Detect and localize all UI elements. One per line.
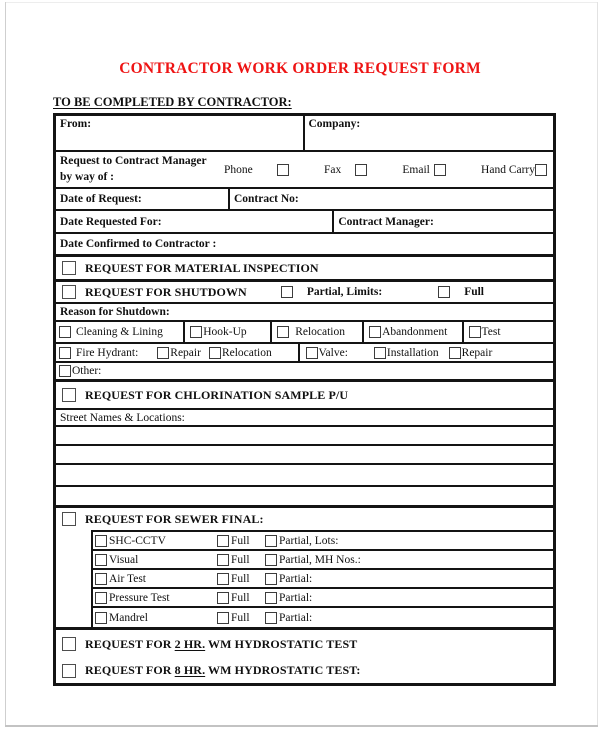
row-8hr-hydrostatic xyxy=(56,658,553,683)
visual-full-checkbox[interactable] xyxy=(217,554,229,566)
row-date-of-request xyxy=(56,189,553,211)
phone-checkbox[interactable] xyxy=(277,164,289,176)
full-label: Full xyxy=(231,553,250,566)
full-label: Full xyxy=(231,534,250,547)
sewer-item-partial-field[interactable] xyxy=(265,535,553,547)
sewer-item-visual xyxy=(93,551,553,570)
air-test-checkbox[interactable] xyxy=(95,573,107,585)
relocation-checkbox[interactable] xyxy=(277,326,289,338)
sewer-item-full xyxy=(217,612,265,624)
row-street-names xyxy=(56,410,553,427)
sewer-item-name xyxy=(95,592,217,604)
shutdown-checkbox[interactable] xyxy=(62,285,76,299)
reason-label: Reason for Shutdown: xyxy=(60,306,170,318)
pressure-test-checkbox[interactable] xyxy=(95,592,107,604)
shutdown-partial-checkbox[interactable] xyxy=(281,286,293,298)
option-email xyxy=(402,164,445,176)
sewer-item-full xyxy=(217,554,265,566)
pressure-test-full-checkbox[interactable] xyxy=(217,592,229,604)
phone-label: Phone xyxy=(224,163,253,176)
option-hand-carry xyxy=(481,164,547,176)
8hr-prefix: REQUEST FOR xyxy=(85,663,175,677)
full-label: Full xyxy=(231,611,250,624)
date-of-request-field[interactable] xyxy=(56,189,230,209)
row-shutdown xyxy=(56,282,553,304)
request-via-label: Request to Contract Manager by way of : xyxy=(60,155,207,183)
partial-label: Partial, MH Nos.: xyxy=(279,553,361,566)
company-label: Company: xyxy=(308,118,361,130)
work-order-form-table xyxy=(53,113,556,686)
scan-edge-left xyxy=(5,2,6,726)
sewer-item-pressure-test xyxy=(93,589,553,608)
street-names-cell xyxy=(56,410,553,425)
shutdown-label: REQUEST FOR SHUTDOWN xyxy=(85,284,247,299)
row-request-via xyxy=(56,152,553,189)
sewer-item-name xyxy=(95,535,217,547)
row-material-inspection xyxy=(56,257,553,282)
shc-cctv-label: SHC-CCTV xyxy=(109,534,166,547)
date-requested-for-label: Date Requested For: xyxy=(60,215,162,228)
contract-manager-label: Contract Manager: xyxy=(338,215,434,228)
valve-repair-checkbox[interactable] xyxy=(449,347,461,359)
valve-checkbox[interactable] xyxy=(306,347,318,359)
hand-carry-label: Hand Carry xyxy=(481,163,535,176)
sewer-item-shc-cctv xyxy=(93,532,553,551)
hook-up-checkbox[interactable] xyxy=(190,326,202,338)
abandonment-label: Abandonment xyxy=(382,326,448,338)
from-label: From: xyxy=(60,118,92,130)
2hr-prefix: REQUEST FOR xyxy=(85,636,175,651)
fax-label: Fax xyxy=(323,163,342,176)
visual-label: Visual xyxy=(109,553,139,566)
relocation-label: Relocation xyxy=(295,326,346,338)
hook-up-label: Hook-Up xyxy=(203,326,247,338)
sewer-item-name xyxy=(95,612,217,624)
sewer-item-full xyxy=(217,573,265,585)
valve-installation-label: Installation xyxy=(386,346,439,359)
other-field[interactable] xyxy=(56,363,553,379)
visual-partial-checkbox[interactable] xyxy=(265,554,277,566)
hydrant-repair-checkbox[interactable] xyxy=(157,347,169,359)
material-inspection-label: REQUEST FOR MATERIAL INSPECTION xyxy=(85,260,319,275)
air-test-partial-checkbox[interactable] xyxy=(265,573,277,585)
reason-option-cell xyxy=(185,322,272,342)
sewer-item-name xyxy=(95,573,217,585)
row-2hr-hydrostatic xyxy=(56,627,553,658)
company-field[interactable] xyxy=(305,116,554,150)
row-date-confirmed xyxy=(56,234,553,257)
reason-header-cell xyxy=(56,304,553,320)
shutdown-partial-label: Partial, Limits: xyxy=(306,286,383,298)
2hr-underlined: 2 HR. xyxy=(174,636,206,651)
row-sewer-final xyxy=(56,508,553,530)
sewer-item-partial-field[interactable] xyxy=(265,612,553,624)
street-names-blank-line[interactable] xyxy=(56,446,553,465)
partial-label: Partial: xyxy=(279,611,313,624)
shc-cctv-partial-checkbox[interactable] xyxy=(265,535,277,547)
fax-checkbox[interactable] xyxy=(355,164,367,176)
shc-cctv-checkbox[interactable] xyxy=(95,535,107,547)
reason-option-cell xyxy=(464,322,553,342)
cleaning-lining-label: Cleaning & Lining xyxy=(76,326,163,338)
scan-edge-bottom xyxy=(5,725,598,727)
air-test-label: Air Test xyxy=(109,572,146,585)
form-title: CONTRACTOR WORK ORDER REQUEST FORM xyxy=(119,60,481,77)
partial-label: Partial: xyxy=(279,572,313,585)
row-reason-options xyxy=(56,322,553,344)
2hr-hydrostatic-checkbox[interactable] xyxy=(62,637,76,651)
valve-label: Valve: xyxy=(318,346,348,359)
shc-cctv-full-checkbox[interactable] xyxy=(217,535,229,547)
row-chlorination xyxy=(56,382,553,410)
hydrant-relocation-label: Relocation xyxy=(221,346,272,359)
other-label: Other: xyxy=(72,365,102,377)
shutdown-full-label: Full xyxy=(464,286,484,298)
scan-edge-right xyxy=(597,2,598,726)
street-names-blank-line[interactable] xyxy=(56,465,553,487)
valve-cell xyxy=(300,344,553,361)
partial-label: Partial: xyxy=(279,591,313,604)
8hr-suffix: WM HYDROSTATIC TEST: xyxy=(205,663,361,677)
hydrant-relocation-checkbox[interactable] xyxy=(209,347,221,359)
valve-repair-label: Repair xyxy=(461,346,493,359)
sewer-item-partial-field[interactable] xyxy=(265,573,553,585)
reason-option-cell xyxy=(272,322,364,342)
sewer-item-partial-field[interactable] xyxy=(265,554,553,566)
sewer-item-air-test xyxy=(93,570,553,589)
sewer-item-mandrel xyxy=(93,608,553,627)
fire-hydrant-cell xyxy=(56,344,300,361)
street-names-blank-line[interactable] xyxy=(56,487,553,508)
pressure-test-label: Pressure Test xyxy=(109,591,170,604)
air-test-full-checkbox[interactable] xyxy=(217,573,229,585)
date-confirmed-label: Date Confirmed to Contractor : xyxy=(60,238,217,250)
from-field[interactable] xyxy=(56,116,305,150)
cleaning-lining-checkbox[interactable] xyxy=(59,326,71,338)
contract-no-label: Contract No: xyxy=(233,193,299,205)
option-phone xyxy=(224,164,289,176)
row-date-requested-for xyxy=(56,211,553,234)
partial-label: Partial, Lots: xyxy=(279,534,339,547)
row-other xyxy=(56,363,553,382)
option-fax xyxy=(324,164,367,176)
mandrel-label: Mandrel xyxy=(109,611,148,624)
8hr-underlined: 8 HR. xyxy=(174,663,206,677)
8hr-hydrostatic-label xyxy=(85,663,361,678)
email-label: Email xyxy=(402,163,430,176)
scan-edge-top xyxy=(5,2,598,3)
row-reason-header xyxy=(56,304,553,322)
sewer-final-sub-table xyxy=(91,530,553,627)
sewer-item-name xyxy=(95,554,217,566)
contract-manager-field[interactable] xyxy=(334,211,553,232)
visual-checkbox[interactable] xyxy=(95,554,107,566)
contract-no-field[interactable] xyxy=(230,189,553,209)
other-checkbox[interactable] xyxy=(59,365,71,377)
2hr-suffix: WM HYDROSTATIC TEST xyxy=(205,636,358,651)
date-requested-for-field[interactable] xyxy=(56,211,334,232)
hydrant-repair-label: Repair xyxy=(170,346,201,359)
sewer-item-full xyxy=(217,592,265,604)
street-names-blank-line[interactable] xyxy=(56,427,553,446)
fire-hydrant-checkbox[interactable] xyxy=(59,347,71,359)
street-names-label: Street Names & Locations: xyxy=(60,411,185,424)
sewer-final-checkbox[interactable] xyxy=(62,512,76,526)
request-via-options xyxy=(212,152,553,187)
chlorination-checkbox[interactable] xyxy=(62,388,76,402)
test-checkbox[interactable] xyxy=(469,326,481,338)
mandrel-partial-checkbox[interactable] xyxy=(265,612,277,624)
fire-hydrant-label: Fire Hydrant: xyxy=(76,346,139,359)
shutdown-full-checkbox[interactable] xyxy=(438,286,450,298)
chlorination-label: REQUEST FOR CHLORINATION SAMPLE P/U xyxy=(85,387,349,402)
2hr-hydrostatic-label xyxy=(85,637,357,652)
date-of-request-label: Date of Request: xyxy=(60,193,142,205)
reason-option-cell xyxy=(364,322,463,342)
sewer-final-label: REQUEST FOR SEWER FINAL: xyxy=(85,511,264,526)
sewer-item-partial-field[interactable] xyxy=(265,592,553,604)
abandonment-checkbox[interactable] xyxy=(369,326,381,338)
8hr-hydrostatic-checkbox[interactable] xyxy=(62,664,76,678)
email-checkbox[interactable] xyxy=(434,164,446,176)
material-inspection-checkbox[interactable] xyxy=(62,261,76,275)
date-confirmed-field[interactable] xyxy=(56,234,553,254)
row-fire-hydrant-valve xyxy=(56,344,553,363)
row-from-company xyxy=(56,116,553,152)
hand-carry-checkbox[interactable] xyxy=(535,164,547,176)
full-label: Full xyxy=(231,591,250,604)
pressure-test-partial-checkbox[interactable] xyxy=(265,592,277,604)
valve-installation-checkbox[interactable] xyxy=(374,347,386,359)
test-label: Test xyxy=(481,326,501,338)
mandrel-full-checkbox[interactable] xyxy=(217,612,229,624)
reason-option-cell xyxy=(56,322,185,342)
full-label: Full xyxy=(231,572,250,585)
mandrel-checkbox[interactable] xyxy=(95,612,107,624)
section-header: TO BE COMPLETED BY CONTRACTOR: xyxy=(53,95,292,109)
sewer-item-full xyxy=(217,535,265,547)
